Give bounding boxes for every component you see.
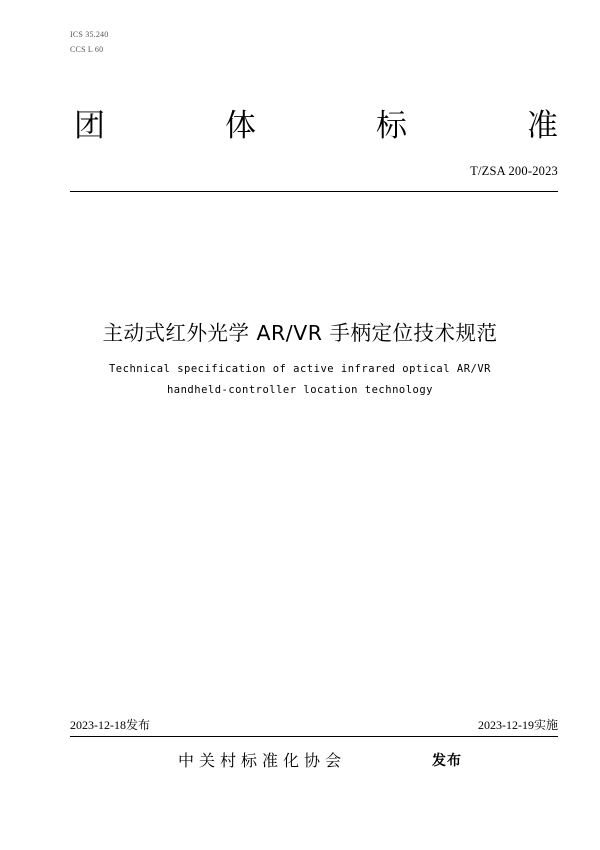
bottom-divider xyxy=(70,736,558,737)
implement-date-label: 实施 xyxy=(533,718,558,732)
document-type-char: 标 xyxy=(376,108,407,144)
publish-date-label: 发布 xyxy=(126,718,151,732)
publish-date xyxy=(70,716,150,733)
document-type-char: 准 xyxy=(527,108,558,144)
title-english-line-2: handheld-controller location technology xyxy=(166,384,434,396)
implement-date-value: 2023-12-19 xyxy=(477,718,534,732)
standard-code: T/ZSA 200-2023 xyxy=(470,164,558,178)
ics-code: ICS 35.240 xyxy=(70,30,109,39)
top-divider xyxy=(70,191,558,192)
issuing-organization: 中关村标准化协会 xyxy=(178,751,347,770)
title-chinese: 主动式红外光学 AR/VR 手柄定位技术规范 xyxy=(102,321,498,345)
ccs-code: CCS L 60 xyxy=(70,45,104,54)
document-type-char: 体 xyxy=(225,108,256,144)
title-english-line-1: Technical specification of active infrared optical AR/VR xyxy=(108,363,491,375)
document-type-heading xyxy=(74,106,558,146)
implement-date xyxy=(478,716,558,733)
issue-label: 发布 xyxy=(432,753,462,769)
publish-date-value: 2023-12-18 xyxy=(70,718,126,732)
document-type-char: 团 xyxy=(74,108,105,144)
